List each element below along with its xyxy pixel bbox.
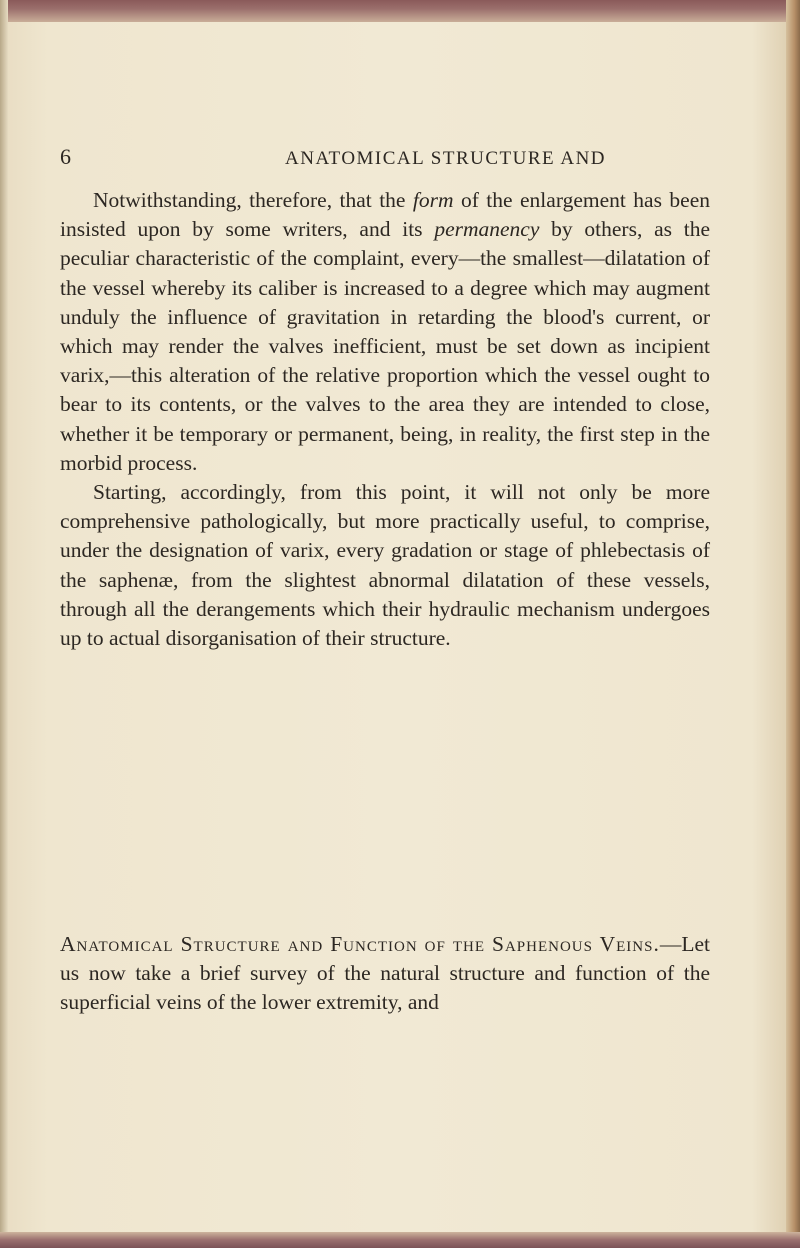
section-paragraph (60, 930, 710, 1018)
paragraph-1-text-c: by others, as the peculiar characteristic of the complaint, every—the smallest—dilatation of the vessel whereby its caliber is increased to a degree which may augment unduly the influence of gravitation in retarding the blood's current, or which may render the valves inefficient, must be set down as incipient varix,—this alteration of the relative proportion which the vessel ought to bear to its contents, or the valves to the area they are intended to close, whether it be temporary or permanent, being, in reality, the first step in the morbid process. (60, 217, 711, 475)
page-bottom-edge (0, 1232, 800, 1248)
page-left-edge (0, 0, 8, 1248)
italic-form: form (412, 188, 454, 212)
section-heading: Anatomical Structure and Function of the Saphenous Veins. (60, 932, 660, 956)
paragraph-2: Starting, accordingly, from this point, it will not only be more comprehensive pathologically, but more practically useful, to comprise, under the designation of varix, every gradation or stage of phlebectasis of the saphenæ, from the slightest abnormal dilatation of these vessels, through all the derangements which their hydraulic mechanism undergoes up to actual disorganisation of their structure. (60, 480, 710, 651)
page-right-edge (786, 0, 800, 1248)
paragraph-1-text-a: Notwithstanding, therefore, that the (93, 188, 413, 212)
body-text (60, 186, 710, 653)
paragraph-1-text-b: of the enlargement has been insisted upon by some writers, and its (60, 188, 710, 242)
paragraph-1 (60, 186, 710, 478)
page-top-edge (0, 0, 800, 22)
section-text: —Let us now take a brief survey of the natural structure and function of the superficial veins of the lower extremity, and (60, 932, 710, 1015)
italic-permanency: permanency (434, 217, 540, 242)
running-head: ANATOMICAL STRUCTURE AND (285, 148, 607, 169)
page-number: 6 (60, 144, 71, 169)
page-header (60, 144, 760, 180)
